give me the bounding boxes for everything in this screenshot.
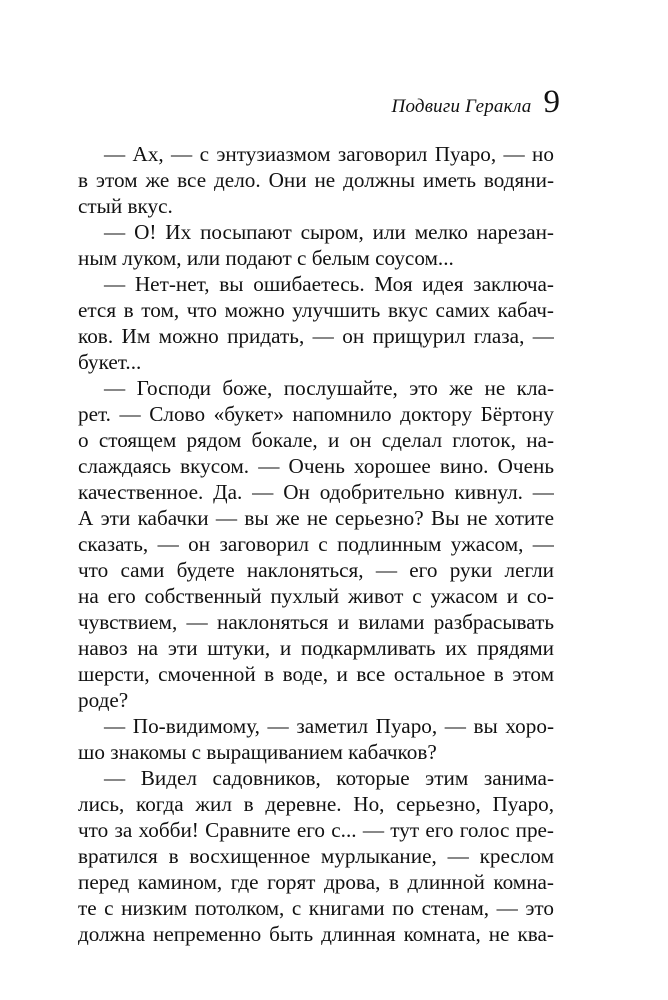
text-line: букет...: [78, 350, 142, 374]
text-line: должна непременно быть длинная комната, не ква-: [78, 922, 554, 946]
text-line: — Видел садовников, которые этим занима-: [104, 766, 554, 790]
text-line: шерсти, смоченной в воде, и все остальное в этом: [78, 662, 554, 686]
text-line: перед камином, где горят дрова, в длинной комна-: [78, 870, 554, 894]
text-line: что сами будете наклоняться, — его руки легли: [78, 558, 554, 582]
text-line: вратился в восхищенное мурлыкание, — креслом: [78, 844, 554, 868]
text-line: роде?: [78, 688, 129, 712]
text-line: чувствием, — наклоняться и вилами разбрасывать: [78, 610, 554, 634]
text-line: навоз на эти штуки, и подкармливать их прядями: [78, 636, 554, 660]
text-line: — Господи боже, послушайте, это же не кла-: [104, 376, 554, 400]
text-line: А эти кабачки — вы же не серьезно? Вы не хотите: [78, 506, 554, 530]
running-header: [392, 86, 560, 119]
text-line: слаждаясь вкусом. — Очень хорошее вино. Очень: [78, 454, 554, 478]
text-line: в этом же все дело. Они не должны иметь водяни-: [78, 168, 554, 192]
text-line: — По-видимому, — заметил Пуаро, — вы хоро-: [104, 714, 554, 738]
text-line: ков. Им можно придать, — он прищурил глаза, —: [78, 324, 554, 348]
text-line: шо знакомы с выращиванием кабачков?: [78, 740, 437, 764]
body-text: [78, 141, 554, 947]
text-line: качественное. Да. — Он одобрительно кивнул. —: [78, 480, 554, 504]
text-line: стый вкус.: [78, 194, 173, 218]
text-line: рет. — Слово «букет» напомнило доктору Бёртону: [78, 402, 554, 426]
text-line: сказать, — он заговорил с подлинным ужасом, —: [78, 532, 554, 556]
text-line: ется в том, что можно улучшить вкус самих кабач-: [78, 298, 554, 322]
text-line: лись, когда жил в деревне. Но, серьезно, Пуаро,: [78, 792, 554, 816]
page-number: 9: [543, 84, 560, 120]
text-line: ным луком, или подают с белым соусом...: [78, 246, 454, 270]
text-line: те с низким потолком, с книгами по стенам, — это: [78, 896, 554, 920]
text-line: — Нет-нет, вы ошибаетесь. Моя идея заключа-: [104, 272, 554, 296]
text-line: что за хобби! Сравните его с... — тут его голос пре-: [78, 818, 554, 842]
text-line: на его собственный пухлый живот с ужасом и со-: [78, 584, 554, 608]
text-line: о стоящем рядом бокале, и он сделал глоток, на-: [78, 428, 554, 452]
running-title: Подвиги Геракла: [391, 96, 532, 117]
text-line: — О! Их посыпают сыром, или мелко нарезан-: [104, 220, 554, 244]
text-line: — Ах, — с энтузиазмом заговорил Пуаро, — но: [104, 142, 554, 166]
